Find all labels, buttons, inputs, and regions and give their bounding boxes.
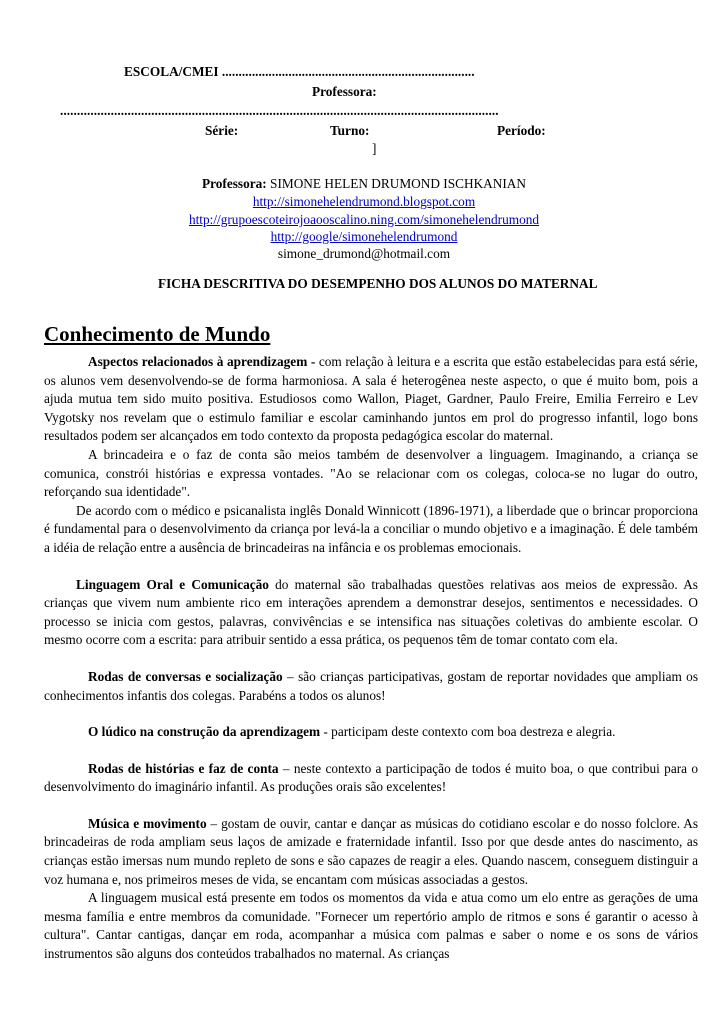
- document-body: [44, 322, 698, 964]
- paragraph-text: – são crianças participativas, gostam de reportar novidades que ampliam os conhecimentos infantis dos colegas. Parabéns a todos os alunos!: [44, 668, 698, 703]
- bold-lead: Música e movimento: [88, 815, 207, 831]
- email-line: simone_drumond@hotmail.com: [277, 246, 451, 261]
- periodo-label: Período:: [497, 123, 546, 138]
- school-line: ESCOLA/CMEI ............................................................................: [124, 64, 475, 79]
- paragraph-text: com relação à leitura e a escrita que estão estabelecidas para está série, os alunos vem desenvolvendo-se de forma harmoniosa. A sala é heterogênea neste aspecto, o que é muito bom, pois a ajuda mutua tem sido muito positiva. Estudiosos como Wallon, Piaget, Gardner, Paulo Freire, Emilia Ferreiro e Lev Vygotsky nos revelam que o estimulo familiar e escolar caminhando juntos em prol do progresso infantil, logo bons resultados podem ser alcançados em todo contexto da proposta pedagógica escolar do maternal.: [44, 354, 698, 444]
- paragraph-text: – neste contexto a participação de todos é muito boa, o que contribui para o desenvolvimento do imaginário infantil. As produções orais são excelentes!: [44, 760, 699, 795]
- document-title: FICHA DESCRITIVA DO DESEMPENHO DOS ALUNOS DO MATERNAL: [158, 276, 598, 291]
- bold-lead: O lúdico na construção da aprendizagem: [88, 724, 321, 740]
- turno-label: Turno:: [330, 123, 370, 138]
- teacher-name: SIMONE HELEN DRUMOND ISCHKANIAN: [270, 176, 527, 191]
- blog-link[interactable]: http://simonehelendrumond.blogspot.com: [252, 194, 476, 209]
- paragraph-linguagem-oral: [44, 576, 698, 650]
- paragraph-ludico: [44, 723, 698, 742]
- section-title: Conhecimento de Mundo: [44, 322, 271, 346]
- dotted-separator: ..................................................................................................................................: [60, 103, 499, 118]
- paragraph-brincadeira: A brincadeira e o faz de conta são meios também de desenvolver a linguagem. Imaginando, a criança se comunica, constrói histórias e expressa vontades. "Ao se relacionar com os colegas, coloca-se no lugar do outro, reforçando sua identidade".: [44, 446, 698, 500]
- paragraph-rodas-conversas: [44, 668, 698, 705]
- paragraph-aprendizagem: [44, 353, 698, 446]
- bold-lead: Linguagem Oral e Comunicação: [76, 576, 269, 592]
- paragraph-text: – gostam de ouvir, cantar e dançar as músicas do cotidiano escolar e do nosso folclore. As brincadeiras de roda ampliam seus laços de amizade e fraternidade infantil. Isso por que desde antes do nascimento, as crianças estão imersas num mundo repleto de sons e são capazes de reagir a eles. Quando nascem, conseguem distinguir a voz humana e, nos primeiros meses de vida, se encantam com músicas associadas a gestos.: [44, 815, 698, 887]
- paragraph-linguagem-musical: A linguagem musical está presente em todos os momentos da vida e atua como um elo entre as gerações de uma mesma família e entre membros da comunidade. "Fornecer um repertório amplo de ritmos e sons é garantir o acesso à cultura". Cantar cantigas, dançar em roda, acompanhar a música com palmas e saber o nome e os sons de vários instrumentos são alguns dos conteúdos trabalhados no maternal. As crianças: [44, 890, 698, 962]
- paragraph-text: - participam deste contexto com boa destreza e alegria.: [320, 724, 616, 740]
- teacher-label: Professora:: [201, 176, 267, 191]
- paragraph-rodas-historias: [44, 760, 698, 797]
- professor-line: Professora:: [312, 84, 377, 99]
- bold-lead: Aspectos relacionados à aprendizagem -: [88, 354, 316, 369]
- bracket-mark: ]: [372, 141, 377, 156]
- serie-label: Série:: [205, 123, 239, 138]
- google-link[interactable]: http://google/simonehelendrumond: [270, 229, 458, 244]
- blog-link-line: [0, 194, 728, 210]
- paragraph-musica-movimento: [44, 815, 698, 889]
- paragraph-winnicott: De acordo com o médico e psicanalista inglês Donald Winnicott (1896-1971), a liberdade que o brincar proporciona é fundamental para o desenvolvimento da criança por levá-la a conciliar o mundo objetivo e a imaginação. É dele também a idéia de relação entre a ausência de brincadeiras na infância e os problemas emocionais.: [44, 502, 698, 555]
- bold-lead: Rodas de conversas e socialização: [88, 668, 283, 684]
- bold-lead: Rodas de histórias e faz de conta: [88, 760, 279, 776]
- ning-link[interactable]: http://grupoescoteirojoaooscalino.ning.com/simonehelendrumond: [188, 212, 540, 227]
- teacher-line: [0, 176, 728, 192]
- google-link-line: [0, 229, 728, 245]
- paragraph-text: do maternal são trabalhadas questões relativas aos meios de expressão. As crianças que vivem num ambiente rico em interações aprendem a demonstrar desejos, sentimentos e necessidades. O processo se inicia com gestos, palavras, convivências e se intensifica nas situações coletivas do ambiente escolar. O mesmo ocorre com a escrita: para atribuir sentido a essa prática, os pequenos têm de tomar contato com ela.: [44, 576, 698, 648]
- ning-link-line: [0, 212, 728, 228]
